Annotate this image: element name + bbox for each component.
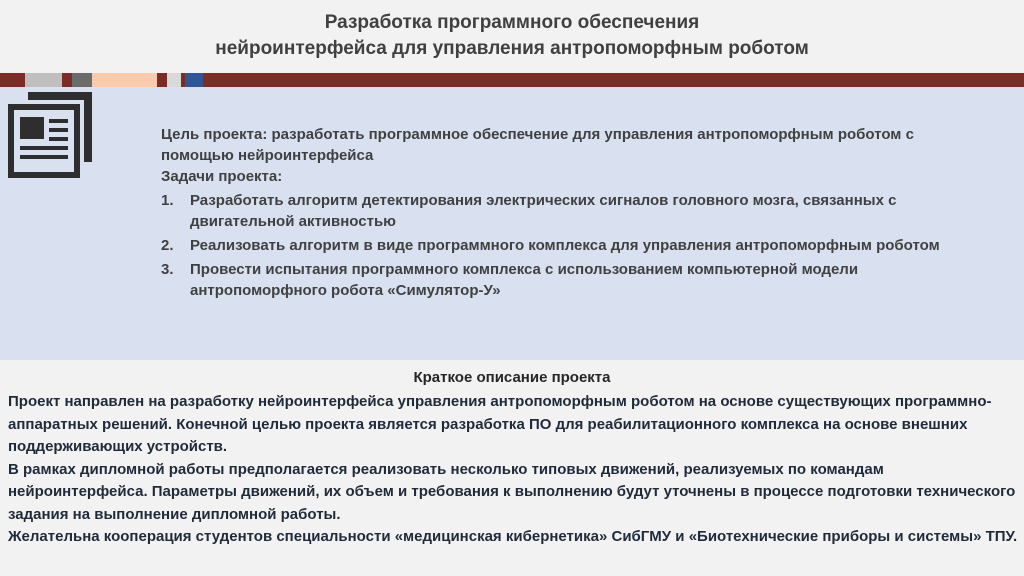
task-item (161, 235, 961, 256)
task-text: Реализовать алгоритм в виде программного комплекса для управления антропоморфным роботом (190, 237, 940, 254)
description-paragraph: Желательна кооперация студентов специальности «медицинская кибернетика» СибГМУ и «Биотехнические приборы и системы» ТПУ. (8, 528, 1018, 545)
decorative-stripe (0, 73, 1024, 87)
description-heading: Краткое описание проекта (413, 369, 611, 386)
project-goal: Цель проекта: разработать программное обеспечение для управления антропоморфным роботом с помощью нейроинтерфейса (161, 126, 914, 164)
tasks-label: Задачи проекта: (161, 168, 283, 185)
task-item (161, 259, 961, 301)
task-number: 2. (161, 237, 174, 254)
page-title (0, 10, 1024, 62)
task-text: Разработать алгоритм детектирования электрических сигналов головного мозга, связанных с двигательной активностью (190, 192, 897, 230)
title-line-2: нейроинтерфейса для управления антропоморфным роботом (215, 38, 809, 59)
stripe-segment (92, 73, 157, 87)
description-paragraph: Проект направлен на разработку нейроинтерфейса управления антропоморфным роботом на основе существующих программно-аппаратных решений. Конечной целью проекта является разработка ПО для реабилитационного комплекса на основе внешних поддерживающих устройств. (8, 393, 992, 455)
project-goals (161, 124, 961, 301)
task-text: Провести испытания программного комплекса с использованием компьютерной модели антропоморфного робота «Симулятор-У» (190, 261, 859, 299)
task-number: 3. (161, 261, 174, 278)
project-description (8, 391, 1018, 549)
stripe-segment (167, 73, 181, 87)
description-paragraph: В рамках дипломной работы предполагается реализовать несколько типовых движений, реализуемых по командам нейроинтерфейса. Параметры движений, их объем и требования к выполнению будут уточнены в процессе подготовки технического задания на выполнение дипломной работы. (8, 460, 1016, 523)
stripe-segment (25, 73, 62, 87)
task-number: 1. (161, 192, 174, 209)
title-line-1: Разработка программного обеспечения (324, 12, 700, 33)
tasks-list (161, 190, 961, 301)
stripe-segment (185, 73, 203, 87)
stripe-segment (72, 73, 92, 87)
document-icon (6, 90, 98, 182)
task-item (161, 190, 961, 232)
